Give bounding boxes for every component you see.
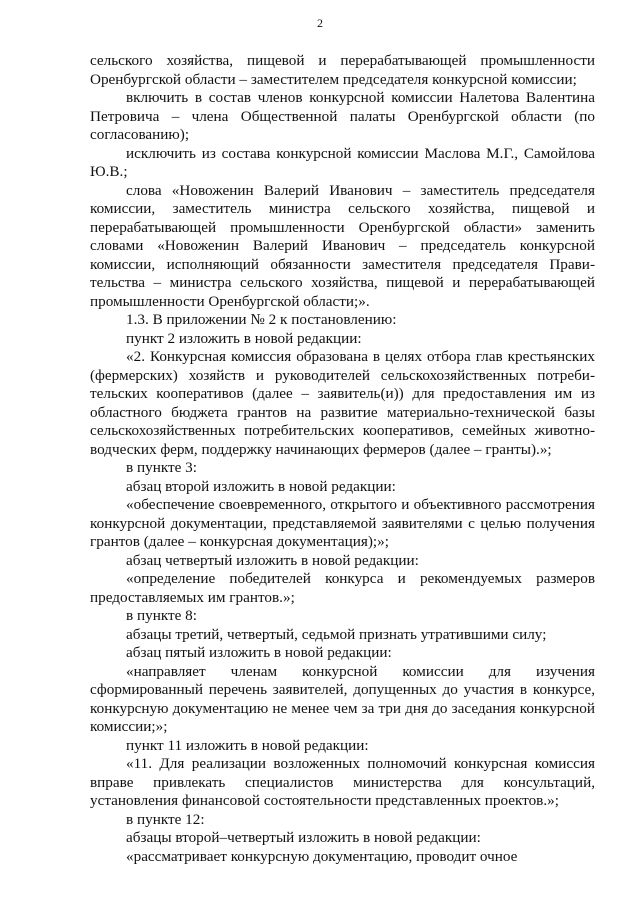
document-body xyxy=(90,52,595,866)
paragraph: «2. Конкурсная комиссия образована в целях отбора глав крестьянских (фермерских) хозяйств и руководителей сельскохозяйственных потребительских кооперативов (далее – заявитель(и)) для предоставления им из областного бюджета грантов на развитие материально-технической базы сельскохозяйственных потребительских кооперативов, семейных животноводческих ферм, поддержку начинающих фермеров (далее – гранты).»; xyxy=(90,348,595,458)
paragraph: абзац второй изложить в новой редакции: xyxy=(126,477,396,495)
page-number: 2 xyxy=(317,16,323,30)
paragraph: «определение победителей конкурса и рекомендуемых размеров предоставляемых им грантов.»; xyxy=(90,570,595,606)
paragraph: слова «Новоженин Валерий Иванович – заместитель председателя комиссии, заместитель министра сельского хозяйства, пищевой и перерабатывающей промышленности Оренбургской области» заменить словами «Новоженин Валерий Иванович – председатель конкурсной комиссии, исполняющий обязанности заместителя председателя Правительства – министра сельского хозяйства, пищевой и перерабатывающей промышленности Оренбургской области;». xyxy=(90,181,595,310)
paragraph: исключить из состава конкурсной комиссии Маслова М.Г., Самойлова Ю.В.; xyxy=(90,144,595,180)
paragraph: абзац четвертый изложить в новой редакции: xyxy=(126,551,419,569)
paragraph: «обеспечение своевременного, открытого и объективного рассмотрения конкурсной документации, представляемой заявителями с целью получения грантов (далее – конкурсная документация);»; xyxy=(90,496,595,550)
paragraph: абзацы третий, четвертый, седьмой признать утратившими силу; xyxy=(126,625,547,643)
paragraph: в пункте 12: xyxy=(126,810,205,828)
paragraph: абзацы второй–четвертый изложить в новой редакции: xyxy=(126,829,481,846)
paragraph: в пункте 3: xyxy=(126,459,197,476)
paragraph: сельского хозяйства, пищевой и перерабатывающей промышленности Оренбургской области – заместителем председателя конкурсной комиссии; xyxy=(90,52,595,88)
paragraph: пункт 2 изложить в новой редакции: xyxy=(126,329,362,347)
paragraph: «направляет членам конкурсной комиссии для изучения сформированный перечень заявителей, допущенных до участия в конкурсе, конкурсную документацию не менее чем за три дня до заседания конкурсной комиссии;»; xyxy=(90,662,595,735)
paragraph: в пункте 8: xyxy=(126,607,197,624)
paragraph: абзац пятый изложить в новой редакции: xyxy=(126,644,392,661)
paragraph: 1.3. В приложении № 2 к постановлению: xyxy=(126,311,397,328)
paragraph: включить в состав членов конкурсной комиссии Налетова Валентина Петровича – члена Общественной палаты Оренбургской области (по согласованию); xyxy=(90,89,595,143)
paragraph: «рассматривает конкурсную документацию, проводит очное xyxy=(126,847,518,865)
paragraph: «11. Для реализации возложенных полномочий конкурсная комиссия вправе привлекать специалистов министерства для консультаций, установления финансовой состоятельности представленных проектов.»; xyxy=(90,755,595,809)
paragraph: пункт 11 изложить в новой редакции: xyxy=(126,736,369,754)
